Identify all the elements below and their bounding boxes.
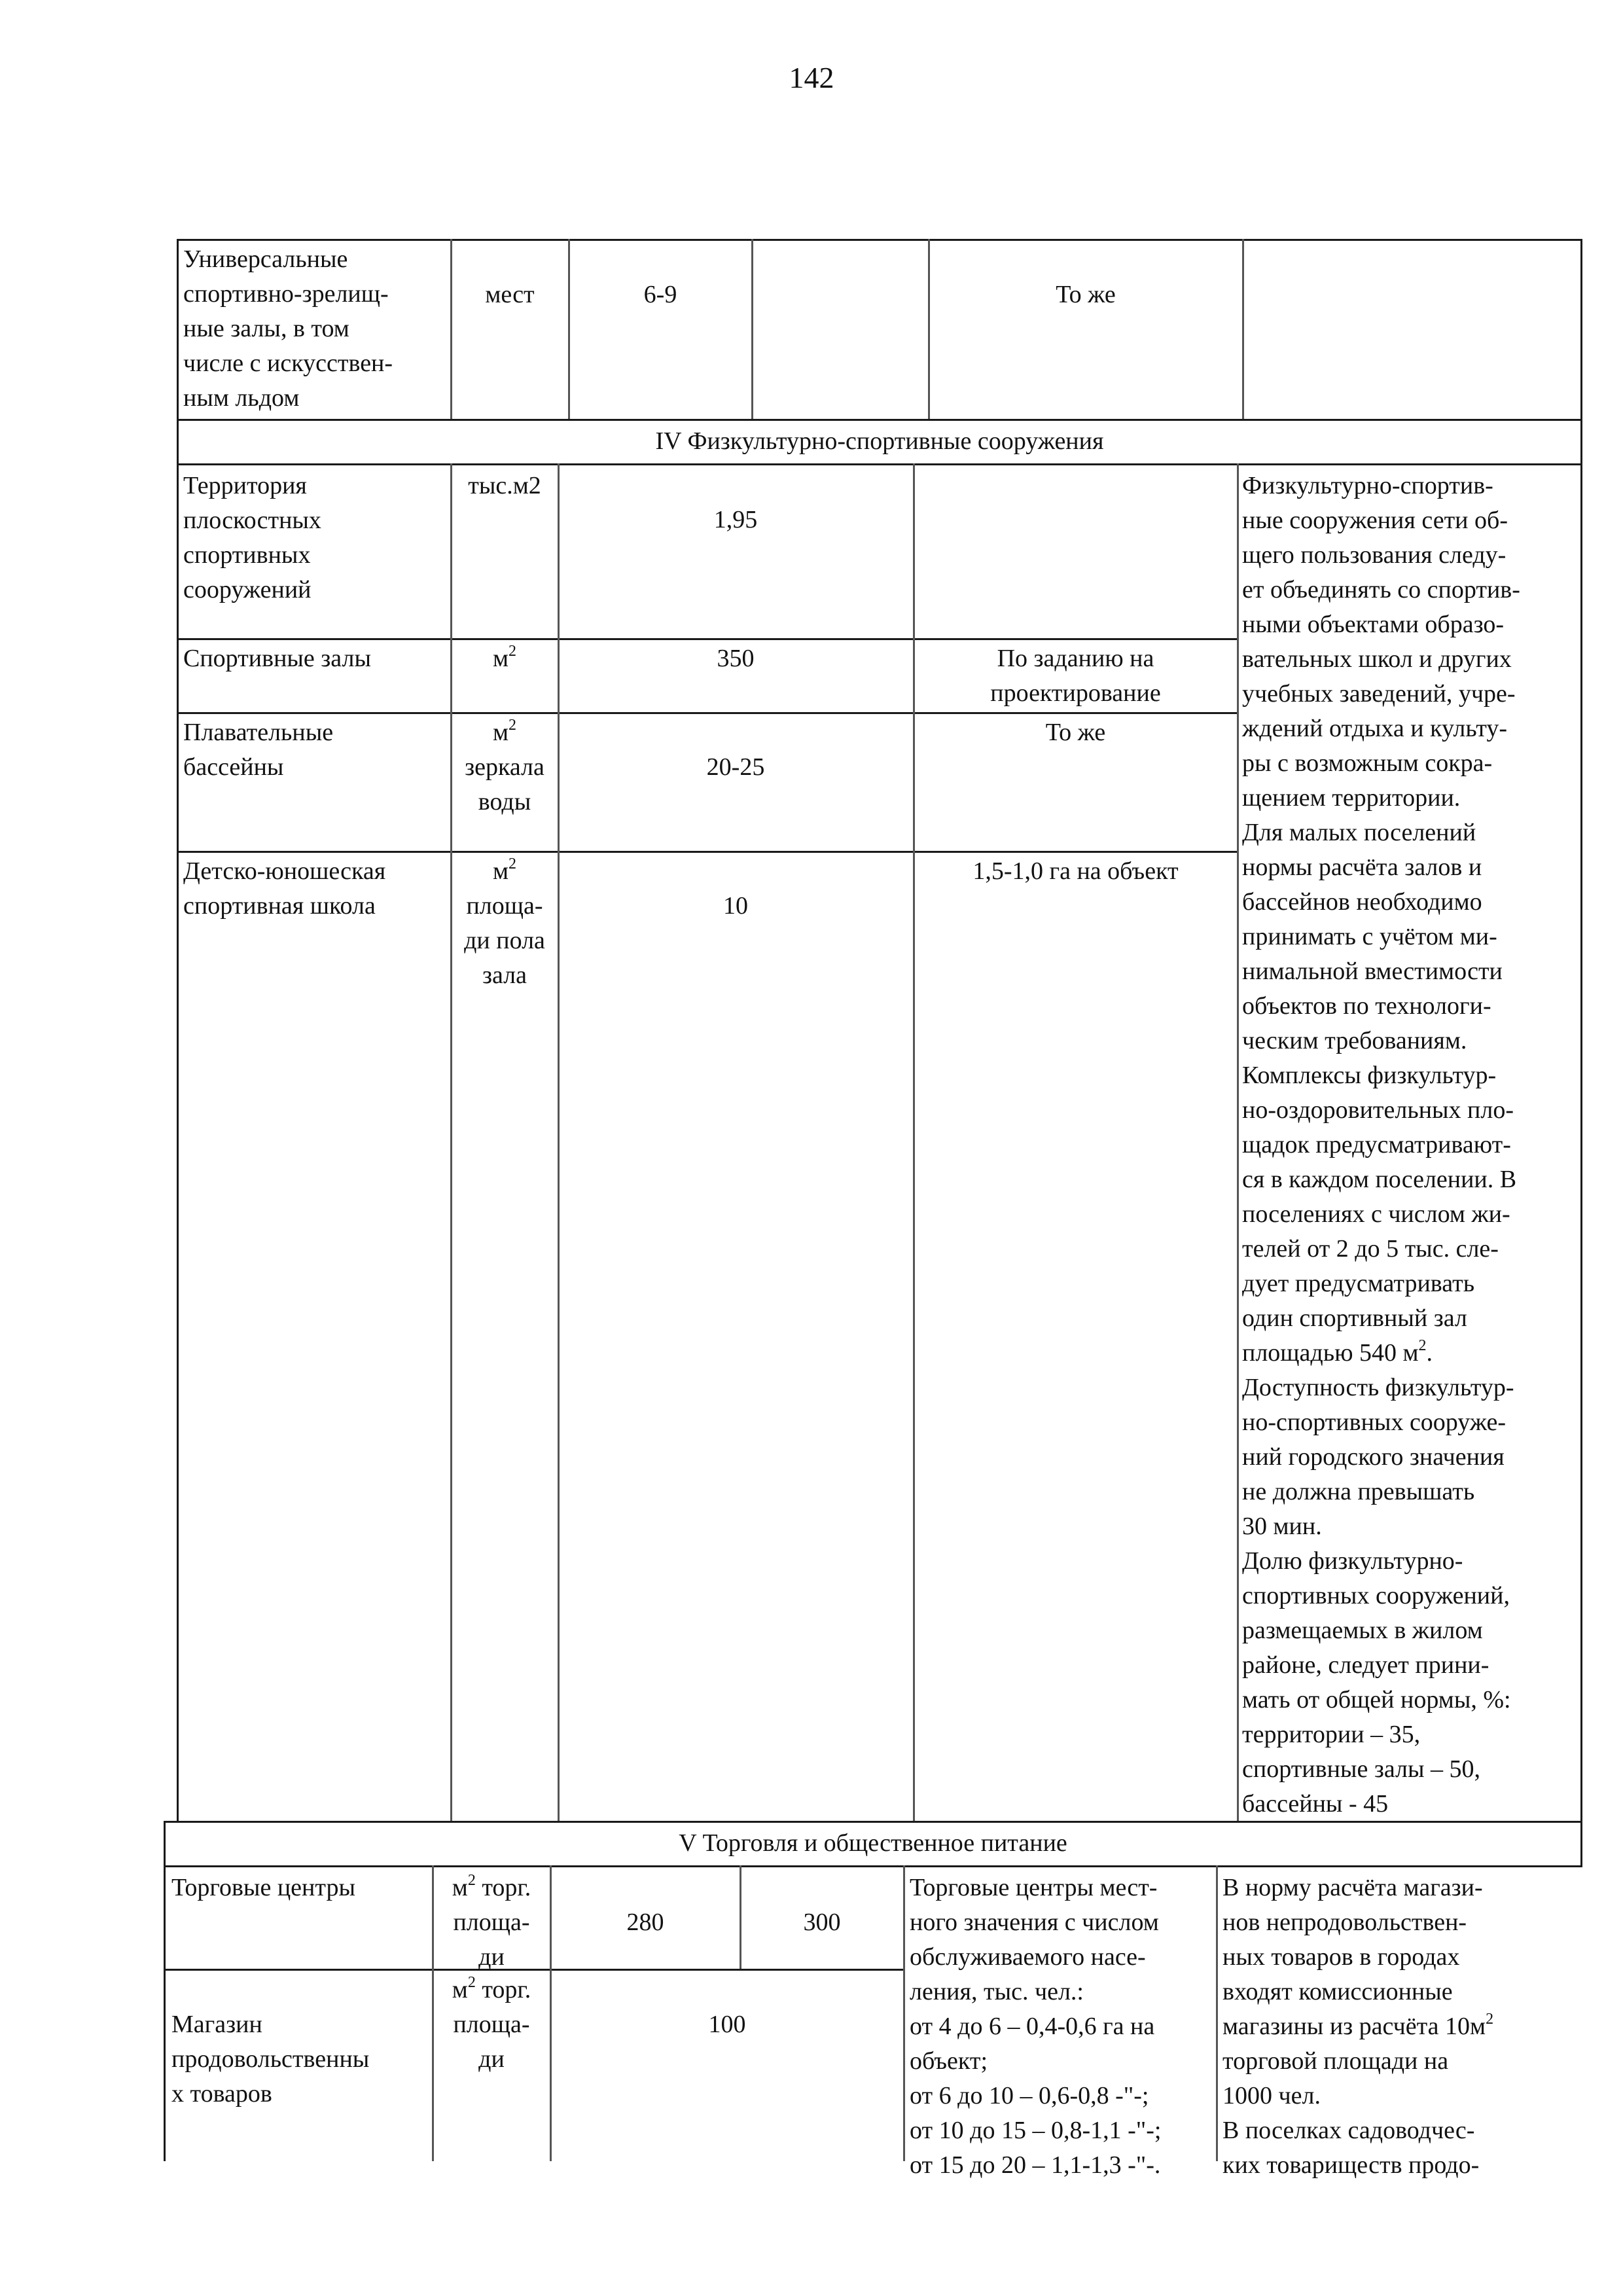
cell-unit [433,1871,550,1975]
remark-superscript: 2 [1418,1337,1427,1354]
cell-facility-name: Универсальные спортивно-зрелищ- ные залы, в том числе с искусствен- ным льдом [183,245,393,412]
row-divider [177,419,1582,421]
unit-superscript: 2 [467,1872,476,1889]
column-divider [751,239,753,419]
unit-text: зеркала воды [465,753,544,816]
unit-text: площа- ди [453,2011,530,2073]
unit-text: м [452,1976,468,2003]
unit-superscript: 2 [508,717,517,734]
section-title: V Торговля и общественное питание [679,1829,1067,1857]
unit-text: торг. [475,1976,531,2003]
table-border-top [177,239,1582,241]
unit-superscript: 2 [508,855,517,872]
cell-note: 1,5-1,0 га на объект [972,857,1179,885]
cell-unit [433,1973,550,2077]
cell-unit: мест [485,281,535,308]
column-divider [928,239,930,419]
cell-note: То же [1045,719,1106,746]
cell-unit [452,854,558,993]
cell-facility-name: Детско-юношеская спортивная школа [183,857,386,920]
cell-unit [452,641,558,676]
table-border-left [177,239,179,1821]
section-title: IV Физкультурно-спортивные сооружения [655,427,1104,455]
remark-text: . Доступность физкультур- но-спортивных сооруже- ний городского значения не должна превышать 30 мин. Долю физкультурно- спортивных сооружений, размещаемых в жилом районе, следует прини- мать от общей нормы, %: территории – 35, спортивные залы – 50, бассейны - 45 [1242,1339,1514,1818]
remark-text: Физкультурно-спортив- ные сооружения сети об- щего пользования следу- ет объединять со спортив- ными объектами образо- вательных школ и других учебных заведений, учре- ждений отдыха и культу- ры с возможным сокра- щением территории. Для малых поселений нормы расчёта залов и бассейнов необходимо принимать с учётом ми- нимальной вместимости объектов по технологи- ческим требованиям. Комплексы физкультур- но-оздоровительных пло- щадок предусматривают- ся в каждом поселении. В поселениях с числом жи- телей от 2 до 5 тыс. сле- дует предусматривать один спортивный зал площадью 540 м [1242,472,1520,1367]
row-divider [177,638,1237,640]
cell-value: 300 [803,1909,841,1936]
column-divider [568,239,570,419]
cell-value: 1,95 [713,506,758,533]
unit-text: м [492,645,509,672]
table-border-right [1580,239,1582,1865]
row-divider [177,851,1237,853]
table-border-left [164,1821,166,2161]
remark-text: торговой площади на 1000 чел. В поселках садоводчес- ких товариществ продо- [1222,2047,1480,2179]
cell-remark [1222,1871,1581,2183]
unit-text: торг. [475,1874,531,1901]
cell-remark [1242,469,1579,1821]
cell-unit: тыс.м2 [468,472,541,499]
cell-facility-name: Территория плоскостных спортивных сооружений [183,472,321,603]
column-divider [1237,463,1239,1821]
unit-text: м [452,1874,468,1901]
column-divider [450,239,452,419]
unit-superscript: 2 [467,1974,476,1991]
unit-text: м [492,719,509,746]
remark-superscript: 2 [1486,2011,1494,2028]
cell-facility-name: Торговые центры [171,1874,355,1901]
cell-facility-name: Спортивные залы [183,645,372,672]
cell-note: То же [1056,281,1116,308]
unit-text: м [492,857,509,885]
cell-value: 6-9 [643,281,677,308]
cell-facility-name: Магазин продовольственны х товаров [171,2011,370,2108]
column-divider [1242,239,1244,419]
unit-text: площа- ди [453,1909,530,1971]
remark-text: В норму расчёта магази- нов непродовольствен- ных товаров в городах входят комиссионные магазины из расчёта 10м [1222,1874,1486,2040]
cell-unit [452,715,558,819]
column-divider [903,1865,905,2161]
cell-value: 10 [723,892,748,920]
cell-value: 280 [626,1909,664,1936]
column-divider [1216,1865,1218,2161]
unit-superscript: 2 [508,643,517,660]
cell-facility-name: Плавательные бассейны [183,719,334,781]
cell-value: 350 [717,645,755,672]
row-divider [177,712,1237,714]
cell-value: 20-25 [706,753,765,781]
row-divider [164,1865,1582,1867]
unit-text: площа- ди пола зала [464,892,545,989]
cell-note: Торговые центры мест- ного значения с числом обслуживаемого насе- ления, тыс. чел.: от 4 до 6 – 0,4-0,6 га на объект; от 6 до 10 – 0,6-0,8 -"-; от 10 до 15 – 0,8-1,1 -"-; от 15 до 20 – 1,1-1,3 -"-. [910,1874,1162,2179]
cell-note: По заданию на проектирование [990,645,1161,707]
page-number: 142 [789,61,834,94]
row-divider [177,463,1582,465]
cell-value: 100 [708,2011,746,2038]
